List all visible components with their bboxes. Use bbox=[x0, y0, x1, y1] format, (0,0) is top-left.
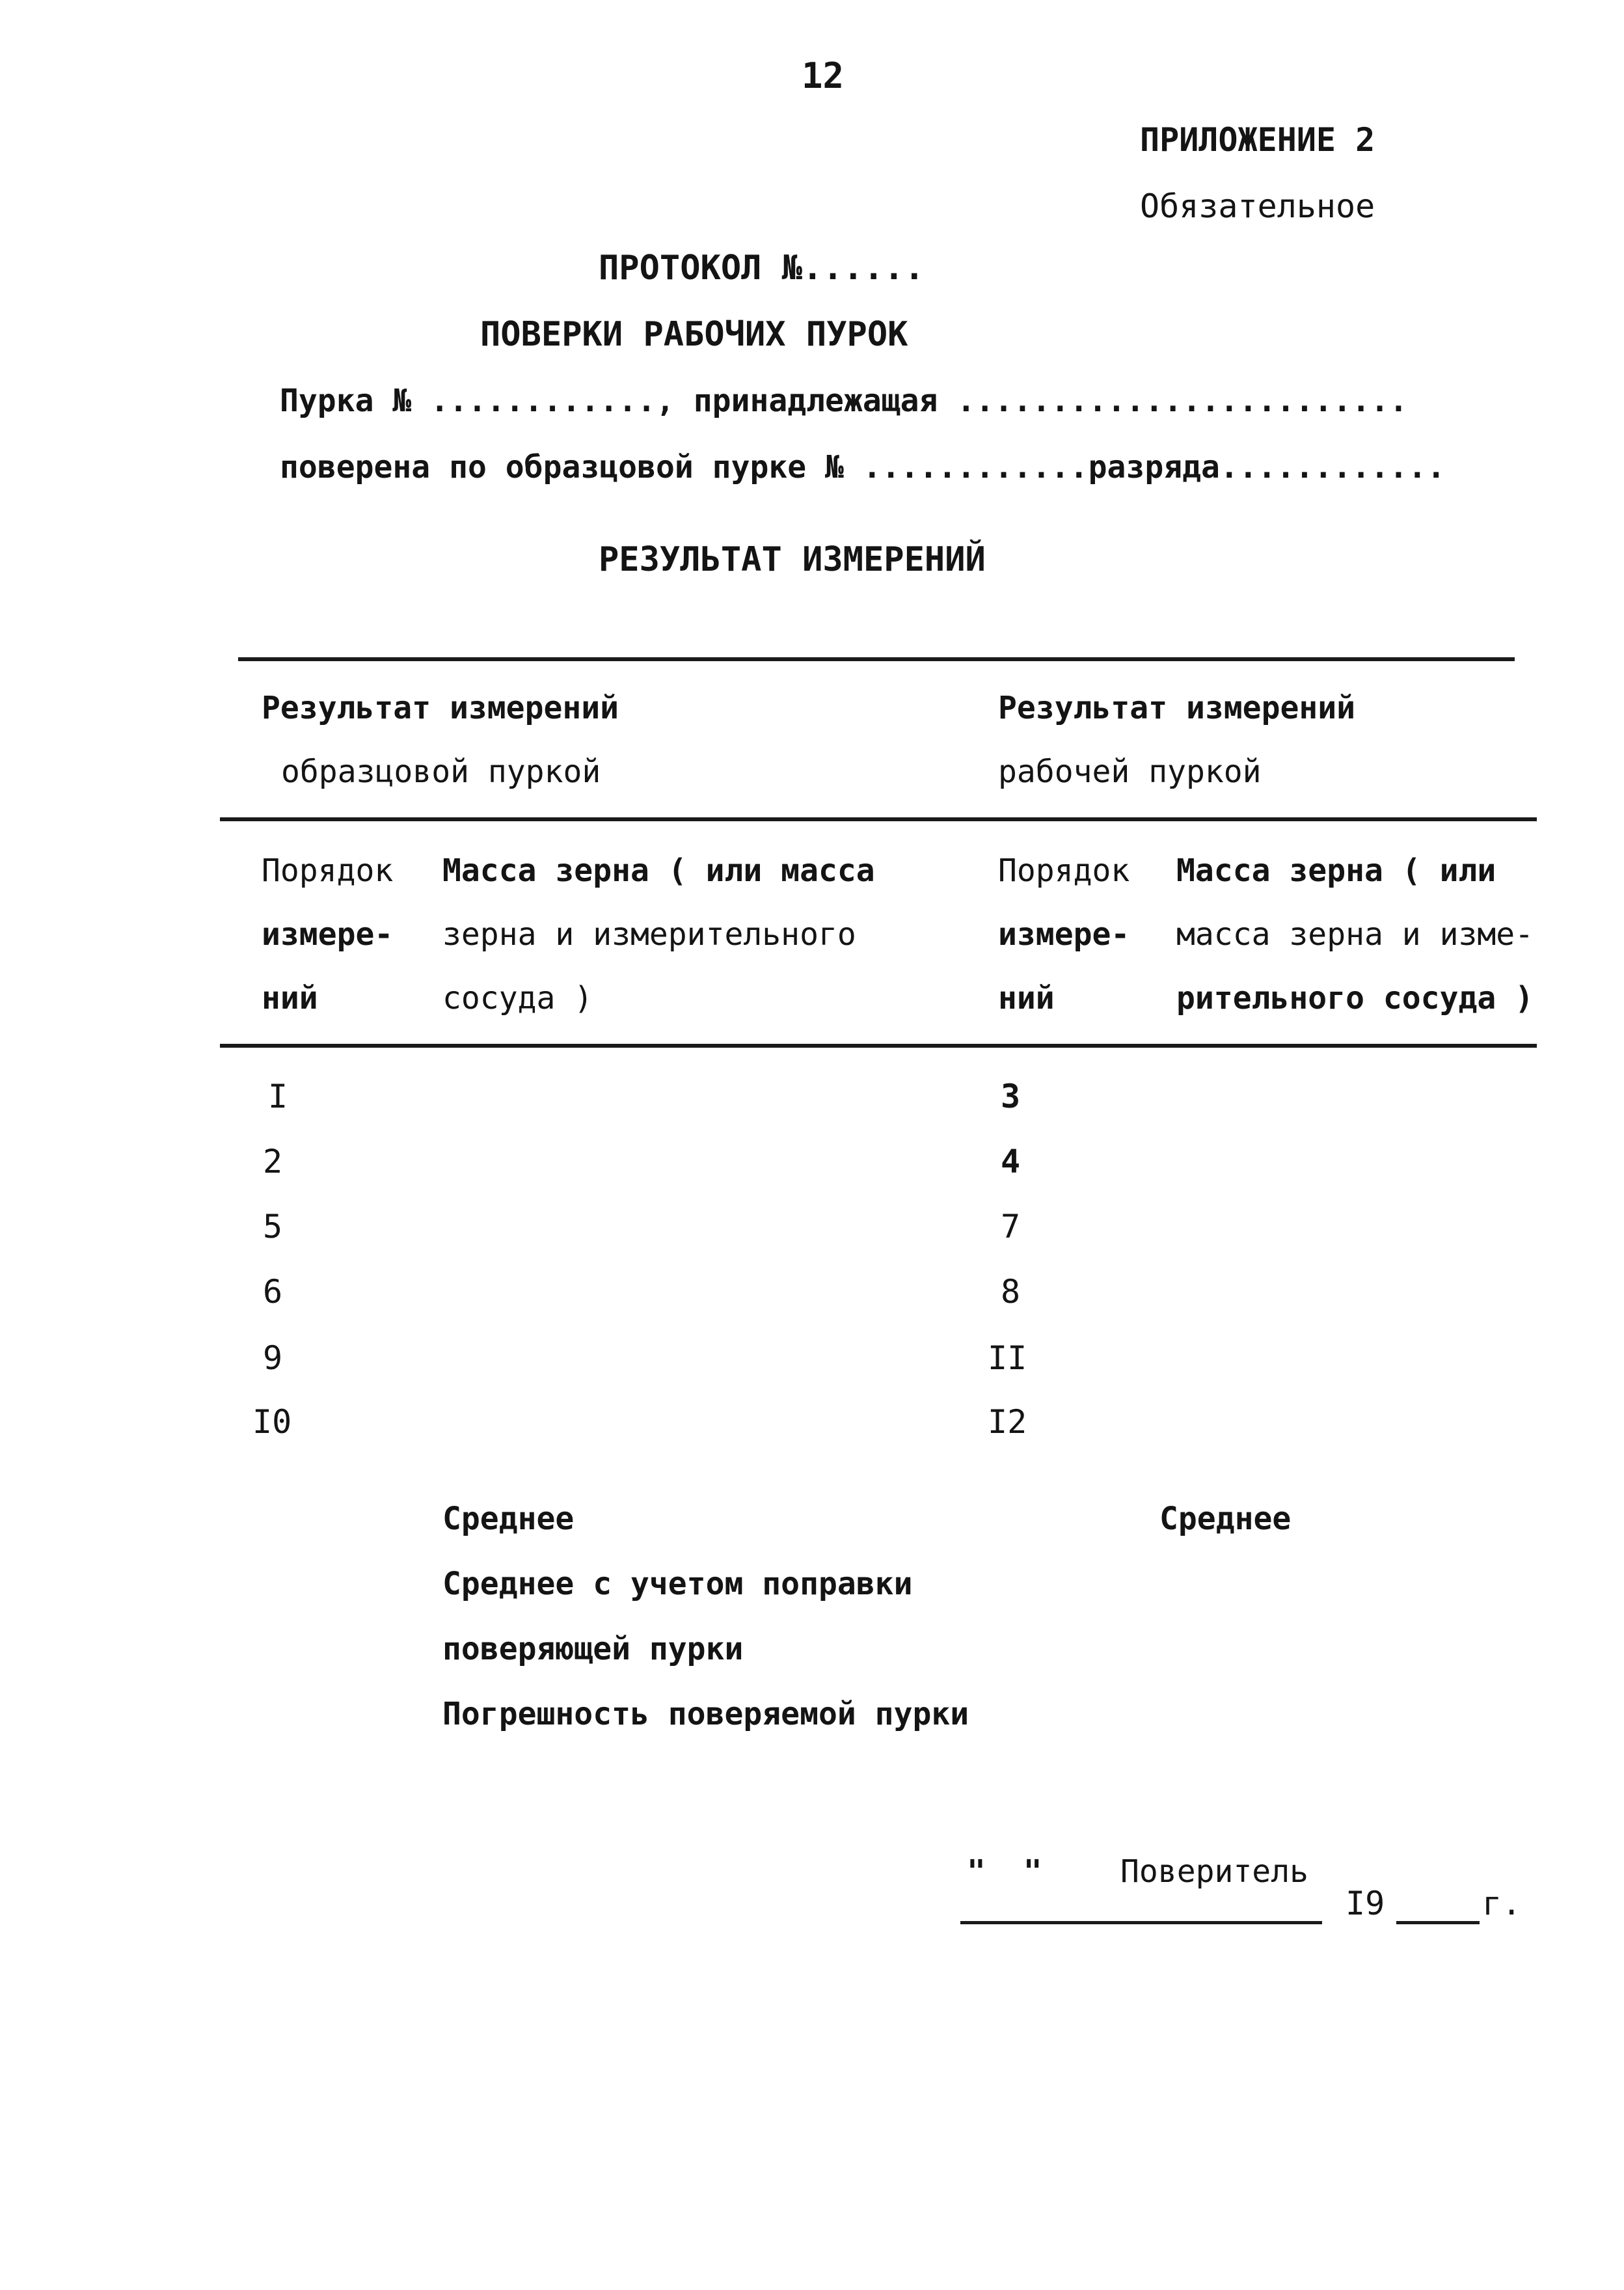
left-measurement-number: 2 bbox=[263, 1143, 283, 1180]
year-prefix: I9 bbox=[1346, 1885, 1385, 1922]
table-header-rule bbox=[220, 1044, 1537, 1048]
protocol-line-2: поверена по образцовой пурке № ............разряда............ bbox=[280, 449, 1446, 485]
group-header-reference-line-2: образцовой пуркой bbox=[281, 754, 601, 790]
right-measurement-number: 4 bbox=[1001, 1143, 1021, 1180]
appendix-status: Обязательное bbox=[1140, 187, 1375, 225]
results-heading: РЕЗУЛЬТАТ ИЗМЕРЕНИЙ bbox=[599, 540, 986, 579]
protocol-line-1: Пурка № ............, принадлежащая ........................ bbox=[280, 383, 1408, 419]
date-quotes: " " bbox=[967, 1853, 1042, 1890]
col-header-left-mass-1: Масса зерна ( или масса bbox=[442, 852, 875, 889]
corrected-average-line-1: Среднее с учетом поправки bbox=[442, 1566, 913, 1602]
table-group-rule bbox=[220, 817, 1537, 821]
verifier-signature-line bbox=[960, 1921, 1322, 1924]
right-measurement-number: II bbox=[988, 1339, 1027, 1377]
table-top-rule bbox=[238, 657, 1515, 661]
col-header-right-order-1: Порядок bbox=[998, 852, 1130, 889]
left-measurement-number: I0 bbox=[252, 1403, 292, 1441]
col-header-right-order-3: ний bbox=[998, 980, 1055, 1016]
appendix-title: ПРИЛОЖЕНИЕ 2 bbox=[1140, 121, 1375, 159]
col-header-left-mass-2: зерна и измерительного bbox=[442, 916, 856, 953]
right-average-label: Среднее bbox=[1159, 1501, 1292, 1537]
left-measurement-number: 9 bbox=[263, 1339, 283, 1377]
col-header-right-mass-2: масса зерна и изме- bbox=[1176, 916, 1534, 953]
corrected-average-line-2: поверяющей пурки bbox=[442, 1631, 744, 1667]
right-measurement-number: 7 bbox=[1001, 1208, 1021, 1246]
col-header-right-mass-1: Масса зерна ( или bbox=[1176, 852, 1496, 889]
left-measurement-number: I bbox=[268, 1078, 288, 1115]
verifier-label: Поверитель bbox=[1120, 1853, 1308, 1890]
left-average-label: Среднее bbox=[442, 1501, 575, 1537]
year-suffix: г. bbox=[1482, 1885, 1522, 1922]
left-measurement-number: 6 bbox=[263, 1273, 283, 1311]
col-header-left-order-2: измере- bbox=[262, 916, 394, 953]
col-header-right-mass-3: рительного сосуда ) bbox=[1176, 980, 1534, 1016]
col-header-right-order-2: измере- bbox=[998, 916, 1130, 953]
protocol-subtitle: ПОВЕРКИ РАБОЧИХ ПУРОК bbox=[480, 315, 908, 354]
right-measurement-number: I2 bbox=[988, 1403, 1027, 1441]
year-blank-line bbox=[1396, 1921, 1480, 1924]
error-label: Погрешность поверяемой пурки bbox=[442, 1696, 969, 1732]
right-measurement-number: 3 bbox=[1001, 1078, 1021, 1115]
col-header-left-mass-3: сосуда ) bbox=[442, 980, 593, 1016]
page-number: 12 bbox=[802, 55, 845, 96]
col-header-left-order-1: Порядок bbox=[262, 852, 394, 889]
col-header-left-order-3: ний bbox=[262, 980, 318, 1016]
group-header-reference-line-1: Результат измерений bbox=[262, 690, 619, 726]
protocol-title: ПРОТОКОЛ №...... bbox=[599, 249, 925, 288]
group-header-working-line-1: Результат измерений bbox=[998, 690, 1356, 726]
left-measurement-number: 5 bbox=[263, 1208, 283, 1246]
group-header-working-line-2: рабочей пуркой bbox=[998, 754, 1262, 790]
right-measurement-number: 8 bbox=[1001, 1273, 1021, 1311]
